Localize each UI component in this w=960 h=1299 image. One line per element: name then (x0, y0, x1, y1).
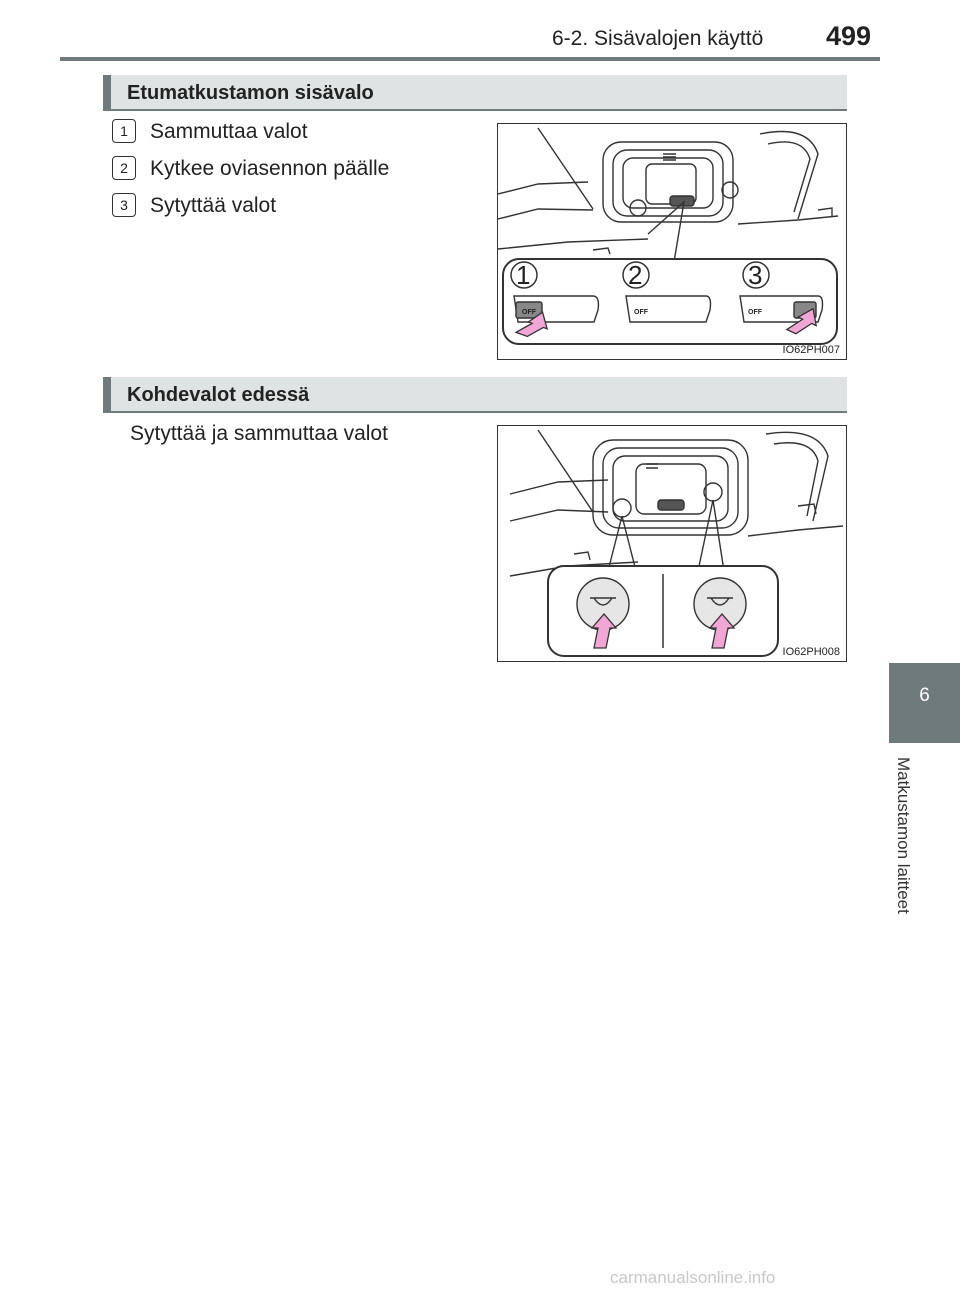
chapter-label: Matkustamon laitteet (894, 757, 913, 914)
callout-1: 1 (516, 260, 531, 290)
item-text: Sammuttaa valot (150, 120, 308, 143)
section-heading-text: Kohdevalot edessä (127, 384, 310, 406)
callout-3: 3 (748, 260, 763, 290)
list-item (112, 156, 389, 181)
figure-code: IO62PH007 (782, 344, 840, 356)
page-number: 499 (826, 21, 872, 51)
item-marker: 3 (112, 193, 136, 217)
item-marker: 1 (112, 119, 136, 143)
spot-light-illustration (498, 426, 847, 662)
callout-2: 2 (628, 260, 643, 290)
header-section-title: 6-2. Sisävalojen käyttö (552, 27, 764, 50)
switch-off-label: OFF (634, 309, 648, 316)
roof-console-illustration (498, 124, 847, 360)
chapter-number: 6 (919, 685, 930, 706)
figure-spot-lights (497, 425, 847, 662)
figure-interior-light-switch (497, 123, 847, 360)
switch-off-label: OFF (748, 309, 762, 316)
switch-off-label: OFF (522, 309, 536, 316)
section-heading-spot-lights (103, 377, 847, 413)
figure-code: IO62PH008 (782, 646, 840, 658)
list-item (112, 193, 276, 218)
section-heading-text: Etumatkustamon sisävalo (127, 82, 374, 104)
watermark: carmanualsonline.info (610, 1268, 776, 1287)
item-text: Kytkee oviasennon päälle (150, 157, 390, 180)
section-heading-interior-light (103, 75, 847, 111)
item-text: Sytyttää valot (150, 194, 277, 217)
list-item (112, 119, 308, 144)
section-text: Sytyttää ja sammuttaa valot (130, 422, 388, 445)
header-rule (60, 57, 880, 61)
item-marker: 2 (112, 156, 136, 180)
